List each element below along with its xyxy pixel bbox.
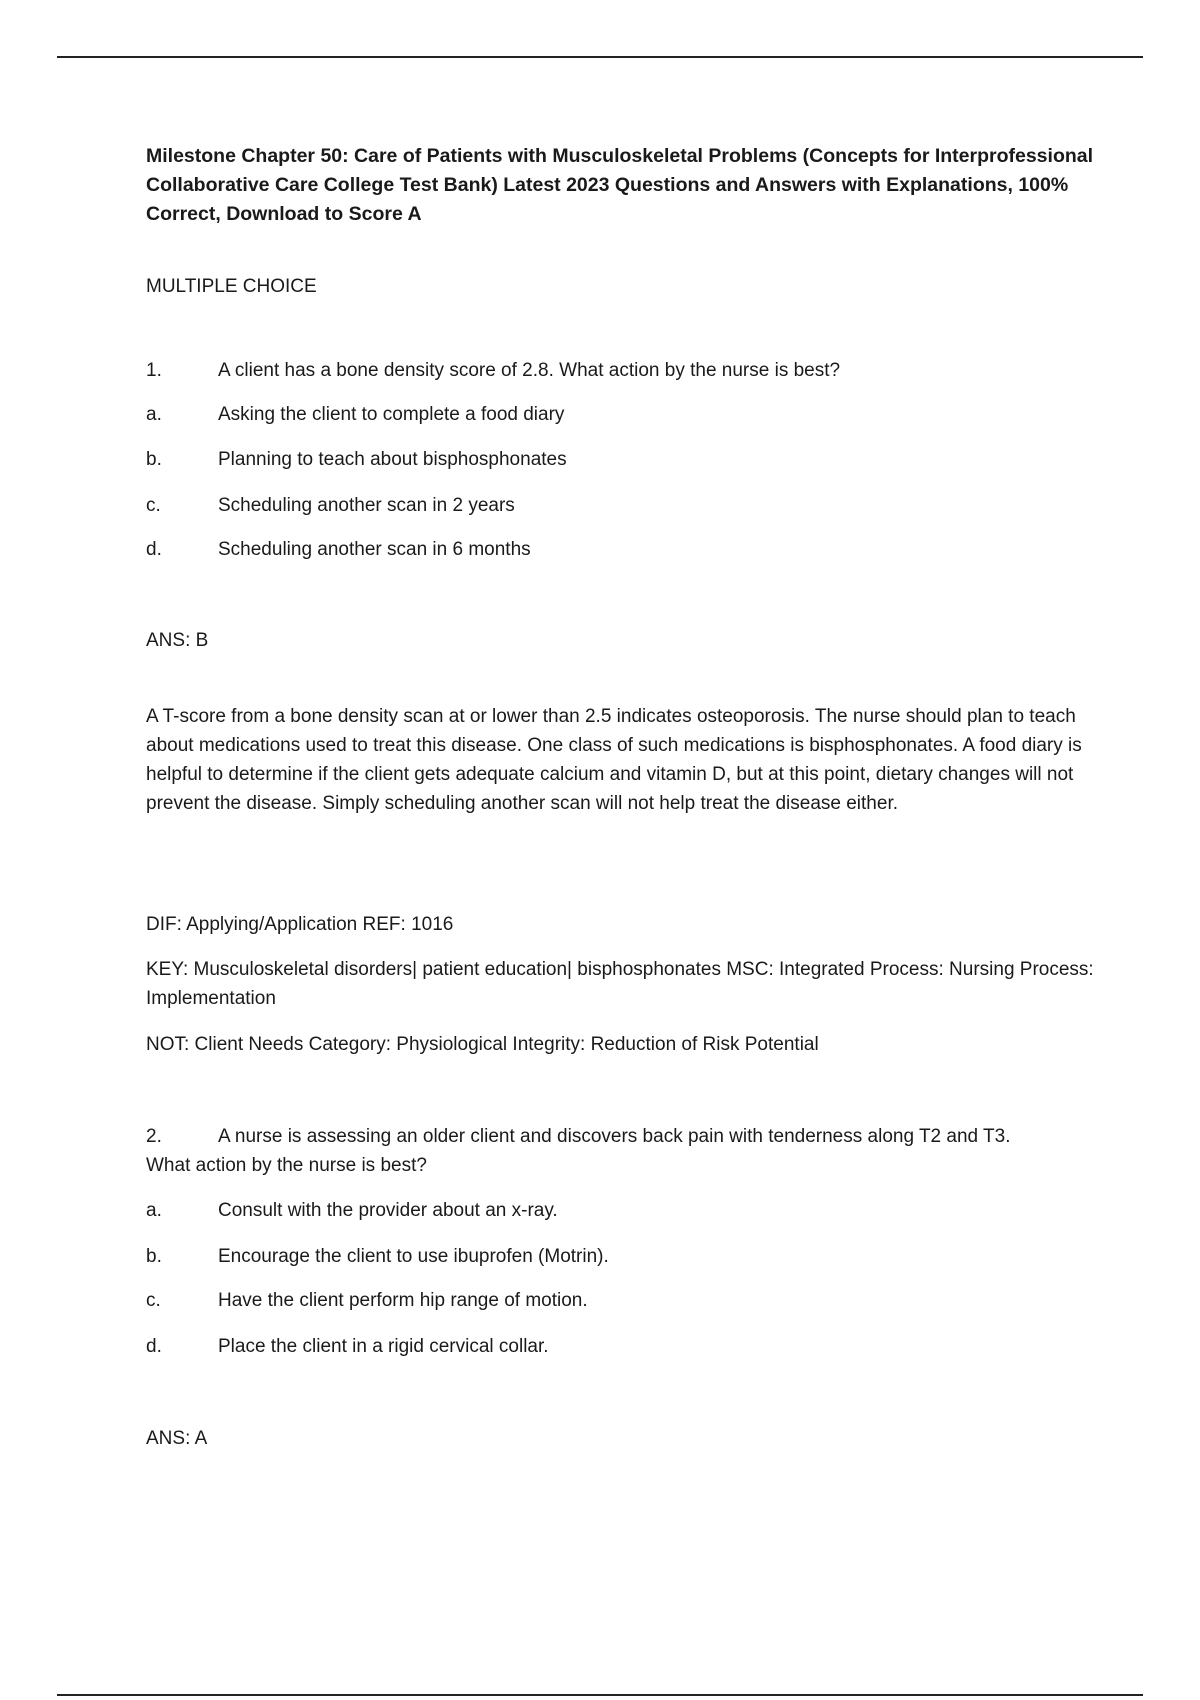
question-2-stem	[146, 1122, 1096, 1151]
page-content	[146, 142, 1096, 1449]
question-2-option-b	[146, 1242, 1096, 1271]
document-title: Milestone Chapter 50: Care of Patients with Musculoskeletal Problems (Concepts for Interprofessional Collaborative Care College Test Bank) Latest 2023 Questions and Answers with Explanations, 100% Correct, Download to Score A	[146, 145, 1094, 225]
question-number: 2.	[146, 1126, 162, 1147]
question-1-difficulty: DIF: Applying/Application REF: 1016	[146, 914, 454, 935]
bottom-rule	[57, 1694, 1143, 1696]
question-1-option-c	[146, 491, 1096, 520]
question-1-client-needs: NOT: Client Needs Category: Physiological Integrity: Reduction of Risk Potential	[146, 1034, 819, 1055]
question-text: A client has a bone density score of 2.8. What action by the nurse is best?	[218, 360, 841, 381]
option-letter: c.	[146, 495, 161, 516]
option-letter: d.	[146, 1336, 162, 1357]
section-heading: MULTIPLE CHOICE	[146, 276, 317, 297]
question-1-option-b	[146, 445, 1096, 474]
question-2-option-c	[146, 1286, 1096, 1315]
question-1-rationale: A T-score from a bone density scan at or lower than 2.5 indicates osteoporosis. The nurse should plan to teach about medications used to treat this disease. One class of such medications is bisphosphonates. A food diary is helpful to determine if the client gets adequate calcium and vitamin D, but at this point, dietary changes will not prevent the disease. Simply scheduling another scan will not help treat the disease either.	[146, 706, 1082, 814]
question-1-option-a	[146, 400, 1096, 429]
option-letter: c.	[146, 1290, 161, 1311]
option-text: Scheduling another scan in 6 months	[218, 539, 531, 560]
question-2-option-d	[146, 1332, 1096, 1361]
option-text: Asking the client to complete a food diary	[218, 404, 565, 425]
question-text: A nurse is assessing an older client and discovers back pain with tenderness along T2 and T3.	[218, 1126, 1011, 1147]
option-text: Have the client perform hip range of motion.	[218, 1290, 588, 1311]
question-1-answer: ANS: B	[146, 630, 209, 651]
question-1-stem	[146, 356, 1096, 385]
option-text: Place the client in a rigid cervical collar.	[218, 1336, 549, 1357]
question-2-stem-continued: What action by the nurse is best?	[146, 1155, 427, 1176]
question-1-option-d	[146, 535, 1096, 564]
top-rule	[57, 56, 1143, 58]
option-letter: d.	[146, 539, 162, 560]
question-2-answer: ANS: A	[146, 1428, 208, 1449]
option-text: Consult with the provider about an x-ray.	[218, 1200, 558, 1221]
option-text: Planning to teach about bisphosphonates	[218, 449, 567, 470]
option-letter: a.	[146, 1200, 162, 1221]
question-number: 1.	[146, 360, 162, 381]
option-letter: b.	[146, 1246, 162, 1267]
option-letter: b.	[146, 449, 162, 470]
question-2-option-a	[146, 1196, 1096, 1225]
option-letter: a.	[146, 404, 162, 425]
option-text: Encourage the client to use ibuprofen (Motrin).	[218, 1246, 609, 1267]
option-text: Scheduling another scan in 2 years	[218, 495, 515, 516]
question-1-keywords: KEY: Musculoskeletal disorders| patient education| bisphosphonates MSC: Integrated Process: Nursing Process: Implementation	[146, 959, 1094, 1009]
